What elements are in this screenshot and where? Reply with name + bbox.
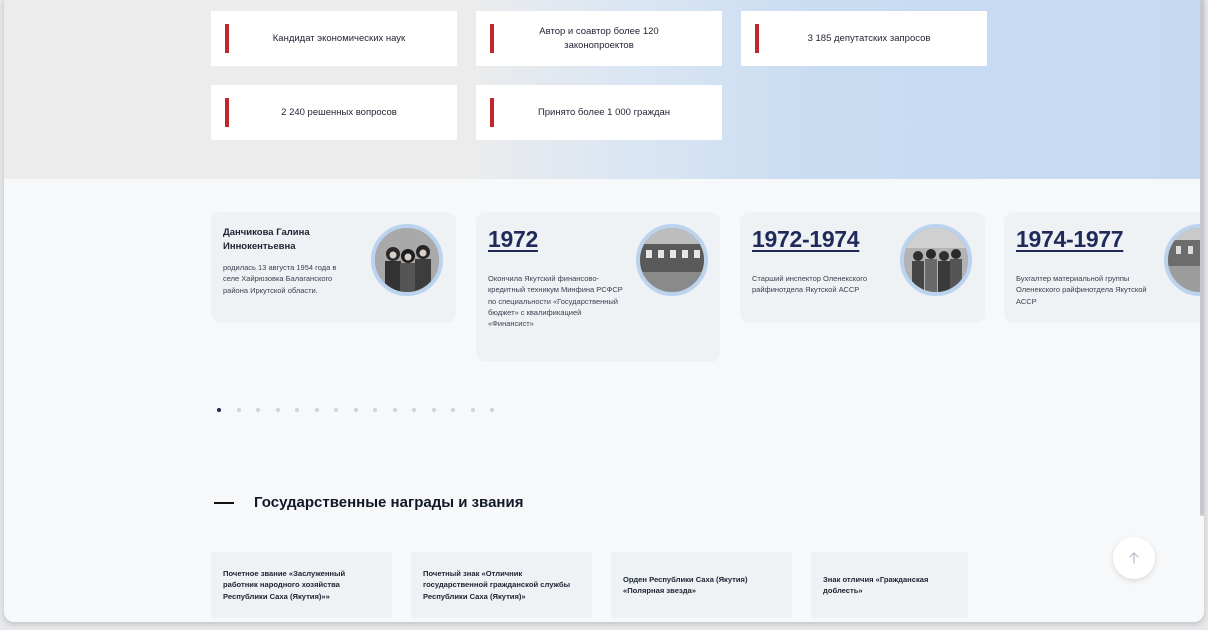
award-text: Знак отличия «Гражданская доблесть» [823, 574, 929, 595]
timeline-desc: Окончила Якутский финансово-кредитный техникум Минфина РСФСР по специальности «Государственный бюджет» с квалификацией «Финансист» [488, 274, 623, 328]
timeline-card-1972 [476, 212, 720, 362]
stat-card-requests [741, 11, 987, 66]
award-card [611, 552, 792, 618]
street-photo [1164, 224, 1204, 296]
timeline-year-link[interactable]: 1974-1977 [1016, 226, 1124, 252]
achievements-section [4, 0, 1204, 179]
timeline-card-intro [211, 212, 456, 323]
award-card [811, 552, 968, 618]
timeline-desc: Бухгалтер материальной группы Оленекского райфинотдела Якутской АССР [1016, 274, 1147, 306]
pagination-dot[interactable] [217, 408, 221, 412]
pagination-dot[interactable] [295, 408, 299, 412]
awards-title: Государственные награды и звания [254, 494, 524, 511]
pagination-dot[interactable] [490, 408, 494, 412]
group-photo-icon [375, 228, 439, 292]
scroll-to-top-button[interactable] [1113, 537, 1155, 579]
timeline-desc: родилась 13 августа 1954 года в селе Хайрюзовка Балаганского района Иркутской области. [223, 263, 337, 295]
award-text: Почетный знак «Отличник государственной гражданской службы Республики Саха (Якутия)» [423, 568, 571, 601]
stat-accent-bar [755, 24, 759, 53]
portrait-photo [371, 224, 443, 296]
pagination-dot[interactable] [432, 408, 436, 412]
timeline-year-link[interactable]: 1972 [488, 226, 538, 252]
building-photo-icon [640, 228, 704, 292]
stat-card-laws [476, 11, 722, 66]
stat-text: Автор и соавтор более 120 законопроектов [539, 26, 659, 51]
timeline-card-1972-1974 [740, 212, 985, 323]
stat-text: 2 240 решенных вопросов [281, 106, 397, 118]
stat-accent-bar [490, 24, 494, 53]
award-card [211, 552, 392, 618]
timeline-card-1974-1977 [1004, 212, 1204, 323]
pagination-dot[interactable] [315, 408, 319, 412]
pagination-dot[interactable] [256, 408, 260, 412]
heading-dash [214, 502, 234, 504]
awards-heading [214, 494, 523, 511]
pagination-dot[interactable] [276, 408, 280, 412]
pagination-dot[interactable] [354, 408, 358, 412]
stat-accent-bar [490, 98, 494, 127]
building-photo [636, 224, 708, 296]
pagination-dot[interactable] [237, 408, 241, 412]
carousel-pagination [217, 408, 494, 412]
pagination-dot[interactable] [451, 408, 455, 412]
stat-card-resolved [211, 85, 457, 140]
stat-text: Кандидат экономических наук [272, 32, 406, 44]
award-text: Орден Республики Саха (Якутия) «Полярная звезда» [623, 574, 748, 595]
street-photo-icon [1168, 228, 1204, 292]
pagination-dot[interactable] [412, 408, 416, 412]
stat-card-degree [211, 11, 457, 66]
stat-accent-bar [225, 98, 229, 127]
pagination-dot[interactable] [373, 408, 377, 412]
stat-text: 3 185 депутатских запросов [807, 32, 931, 44]
person-name: Данчикова Галина Иннокентьевна [223, 227, 310, 252]
pagination-dot[interactable] [393, 408, 397, 412]
stat-text: Принято более 1 000 граждан [537, 106, 671, 118]
page-frame [4, 0, 1204, 622]
stat-accent-bar [225, 24, 229, 53]
award-text: Почетное звание «Заслуженный работник народного хозяйства Республики Саха (Якутия)»» [223, 568, 346, 601]
scrollbar[interactable] [1200, 0, 1204, 516]
colleagues-photo [900, 224, 972, 296]
pagination-dot[interactable] [471, 408, 475, 412]
award-card [411, 552, 592, 618]
timeline-year-link[interactable]: 1972-1974 [752, 226, 860, 252]
stat-card-citizens [476, 85, 722, 140]
timeline-desc: Старший инспектор Оленекского райфинотдела Якутской АССР [752, 274, 868, 295]
pagination-dot[interactable] [334, 408, 338, 412]
arrow-up-icon [1127, 551, 1141, 565]
colleagues-photo-icon [904, 228, 968, 292]
